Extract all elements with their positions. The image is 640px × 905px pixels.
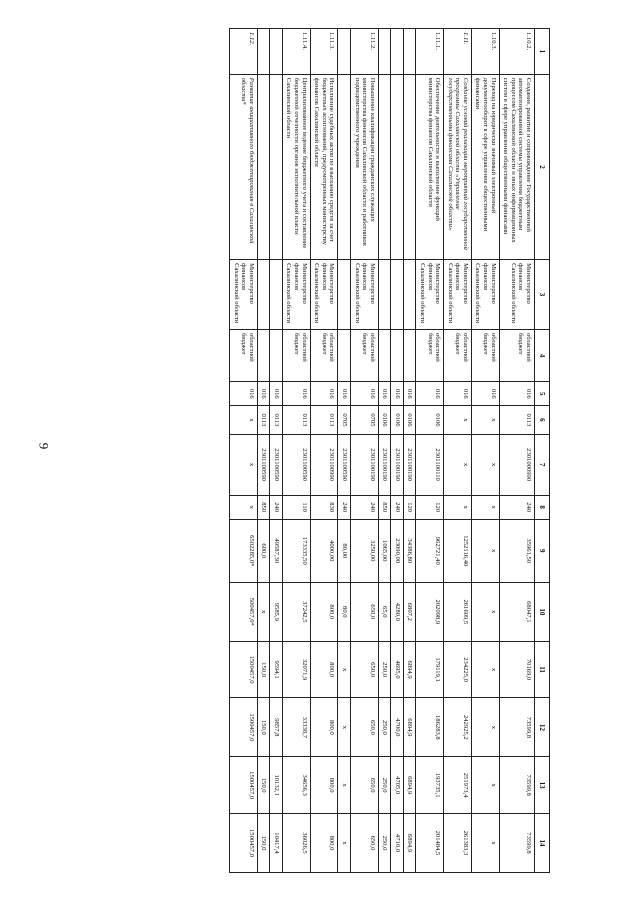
table-cell: 016 [378, 382, 391, 406]
table-cell: 016 [471, 382, 499, 406]
table-cell: Министерство финансов Сахалинской области [471, 260, 499, 330]
table-cell: 1.10.2. [499, 29, 534, 75]
table-cell: x [471, 698, 499, 757]
table-cell: 150,0 [257, 757, 270, 814]
table-cell: 73599,8 [499, 698, 534, 757]
table-cell [270, 29, 283, 75]
table-cell: Министерство финансов Сахалинской области [444, 260, 472, 330]
table-cell: 0113 [310, 406, 338, 434]
table-row [444, 29, 472, 873]
page-number: 9 [36, 442, 52, 450]
table-cell: 4710,0 [391, 814, 404, 873]
table-cell: x [230, 434, 258, 495]
table-cell: 850 [257, 495, 270, 519]
table-row [471, 29, 499, 873]
table-cell: 250,0 [378, 814, 391, 873]
table-cell: 0113 [257, 406, 270, 434]
table-cell: 2301100190 [391, 434, 404, 495]
table-cell: 2301100590 [338, 434, 351, 495]
table-cell: 150,0 [257, 641, 270, 698]
table-cell: 016 [416, 382, 444, 406]
table-cell: 33338,7 [282, 698, 310, 757]
table-row [270, 29, 283, 873]
table-cell: 6894,9 [403, 641, 416, 698]
table-row [282, 29, 310, 873]
table-row [499, 29, 534, 873]
table-cell: 251973,4 [444, 757, 472, 814]
budget-table [229, 28, 550, 873]
table-cell: 016 [230, 382, 258, 406]
table-cell: 193735,1 [416, 757, 444, 814]
table-cell: x [471, 757, 499, 814]
table-row [391, 29, 404, 873]
table-cell: 9857,8 [270, 698, 283, 757]
table-cell: 250,0 [378, 698, 391, 757]
rotated-table-container [80, 28, 550, 873]
table-cell: 240 [499, 495, 534, 519]
table-cell [403, 329, 416, 381]
table-cell: областной бюджет [416, 329, 444, 381]
table-cell: Исполнение судебных актов по взысканию средств за счет бюджетных ассигнований, предусмотренных министерству финансов Сахалинской области [310, 74, 338, 259]
table-cell: 261609,5 [444, 582, 472, 641]
table-cell: 650,0 [350, 582, 378, 641]
table-cell: x [471, 582, 499, 641]
table-cell: 1500457,0 [230, 698, 258, 757]
table-cell: 500457,0* [230, 582, 258, 641]
table-cell: 9594,1 [270, 641, 283, 698]
table-cell: 2301100590 [270, 434, 283, 495]
table-cell: 80,00 [338, 519, 351, 582]
table-cell: областной бюджет [310, 329, 338, 381]
column-header-8: 8 [534, 495, 549, 519]
table-cell: x [444, 434, 472, 495]
table-cell [270, 74, 283, 259]
table-cell: 1065,00 [378, 519, 391, 582]
table-cell: 150,0 [257, 698, 270, 757]
table-cell: Обеспечение деятельности и выполнение функций министерства финансов Сахалинской области [416, 74, 444, 259]
table-cell [391, 260, 404, 330]
table-cell [403, 74, 416, 259]
column-header-3: 3 [534, 260, 549, 330]
table-cell: 240 [270, 495, 283, 519]
table-cell: 2301100590 [282, 434, 310, 495]
table-cell: x [338, 698, 351, 757]
table-cell: x [230, 495, 258, 519]
table-cell: 68047,1 [499, 582, 534, 641]
table-cell: 800,0 [310, 641, 338, 698]
table-cell [270, 260, 283, 330]
table-cell: Министерство финансов Сахалинской области [230, 260, 258, 330]
table-cell: 6807,2 [403, 582, 416, 641]
column-header-10: 10 [534, 582, 549, 641]
table-cell: 0106 [416, 406, 444, 434]
table-cell: 016 [270, 382, 283, 406]
table-cell: 1252116,40 [444, 519, 472, 582]
table-cell: 016 [350, 382, 378, 406]
table-cell: 0705 [350, 406, 378, 434]
table-cell: 240 [338, 495, 351, 519]
table-cell: 016 [338, 382, 351, 406]
column-header-7: 7 [534, 434, 549, 495]
table-cell: 23090,00 [391, 519, 404, 582]
table-cell: 10417,4 [270, 814, 283, 873]
column-header-6: 6 [534, 406, 549, 434]
table-cell: 016 [499, 382, 534, 406]
table-cell [257, 329, 270, 381]
table-cell: 37242,5 [282, 582, 310, 641]
table-row [230, 29, 258, 873]
table-cell: 240 [391, 495, 404, 519]
column-header-12: 12 [534, 698, 549, 757]
table-cell: x [444, 406, 472, 434]
table-cell [391, 74, 404, 259]
table-cell: 2301000990 [499, 434, 534, 495]
column-header-2: 2 [534, 74, 549, 259]
table-cell: Министерство финансов Сахалинской области [416, 260, 444, 330]
table-cell: 6894,9 [403, 757, 416, 814]
table-cell [270, 329, 283, 381]
table-cell: 1.11.4. [282, 29, 310, 75]
table-cell: x [257, 582, 270, 641]
table-cell: 2301100990 [310, 434, 338, 495]
table-cell: 016 [391, 382, 404, 406]
table-cell [338, 329, 351, 381]
table-cell [257, 29, 270, 75]
table-cell: 2301100190 [378, 434, 391, 495]
table-cell: 34386,80 [403, 519, 416, 582]
table-cell: областной бюджет [444, 329, 472, 381]
table-cell: 2301100110 [416, 434, 444, 495]
table-cell: 0106 [403, 406, 416, 434]
table-cell: 0113 [499, 406, 534, 434]
table-cell: областной бюджет [471, 329, 499, 381]
table-cell: x [444, 495, 472, 519]
table-cell: 70169,0 [499, 641, 534, 698]
table-row [403, 29, 416, 873]
table-cell: 6894,9 [403, 814, 416, 873]
table-cell: 830 [310, 495, 338, 519]
column-header-13: 13 [534, 757, 549, 814]
table-cell: 0705 [338, 406, 351, 434]
table-cell: 242925,2 [444, 698, 472, 757]
table-cell: 016 [282, 382, 310, 406]
table-cell [378, 329, 391, 381]
table-cell: 73599,8 [499, 814, 534, 873]
column-header-9: 9 [534, 519, 549, 582]
table-cell: 0113 [282, 406, 310, 434]
table-cell: 2301100190 [403, 434, 416, 495]
table-cell: 1.12. [230, 29, 258, 75]
table-cell: 201484,5 [416, 814, 444, 873]
table-cell: 240 [350, 495, 378, 519]
column-header-11: 11 [534, 641, 549, 698]
table-cell: 179119,1 [416, 641, 444, 698]
table-cell: 10132,1 [270, 757, 283, 814]
table-cell: Централизованное ведение бюджетного учета и составление бюджетной отчетности органов исполнительной власти Сахалинской области [282, 74, 310, 259]
table-cell: 35961,50 [499, 519, 534, 582]
table-cell: 800,0 [310, 582, 338, 641]
table-cell: 1.11.2. [350, 29, 378, 75]
table-cell: 1500457,0 [230, 814, 258, 873]
table-cell: x [338, 641, 351, 698]
table-cell: 34656,3 [282, 757, 310, 814]
table-cell: 73599,8 [499, 757, 534, 814]
column-header-4: 4 [534, 329, 549, 381]
table-cell: 6894,9 [403, 698, 416, 757]
table-cell: 4280,0 [391, 582, 404, 641]
table-cell: Создание, развитие и сопровождение Государственной автоматизированной системы управления бюджетным процессом Сахалинской области и иных информационных систем в сфере управления общественными финансами [499, 74, 534, 259]
table-cell: 173335,50 [282, 519, 310, 582]
table-cell: 600,0 [257, 519, 270, 582]
table-cell: Министерство финансов Сахалинской области [499, 260, 534, 330]
table-cell: 65,0 [378, 582, 391, 641]
table-cell: 016 [403, 382, 416, 406]
table-cell [338, 74, 351, 259]
column-header-5: 5 [534, 382, 549, 406]
table-cell: 6502285,0* [230, 519, 258, 582]
table-cell: x [230, 406, 258, 434]
table-cell: 9585,9 [270, 582, 283, 641]
table-cell: 120 [403, 495, 416, 519]
table-cell: Министерство финансов Сахалинской области [282, 260, 310, 330]
table-cell: x [471, 406, 499, 434]
column-header-1: 1 [534, 29, 549, 75]
table-cell: 3250,00 [350, 519, 378, 582]
table-cell: Переход на юридически значимый электронный документооборот в сфере управления общественными финансами [471, 74, 499, 259]
table-cell: 261383,3 [444, 814, 472, 873]
table-cell: 1500457,0 [230, 757, 258, 814]
table-cell [378, 29, 391, 75]
table-cell: 1.10.3. [471, 29, 499, 75]
table-cell: 650,0 [350, 641, 378, 698]
column-header-14: 14 [534, 814, 549, 873]
table-cell [378, 74, 391, 259]
table-cell: 016 [257, 382, 270, 406]
table-cell: областной бюджет [282, 329, 310, 381]
table-cell: 4700,0 [391, 698, 404, 757]
table-cell: Создание условий реализации мероприятий государственной программы Сахалинской области «Управление государственными финансами Сахалинской области» [444, 74, 472, 259]
table-cell: 4000,00 [310, 519, 338, 582]
table-cell: Развитие инициативного бюджетирования в Сахалинской области* [230, 74, 258, 259]
table-cell: 0113 [270, 406, 283, 434]
table-row [416, 29, 444, 873]
table-cell: Повышение квалификации гражданских служащих министерства финансов Сахалинской области и работников подведомственного учреждения [350, 74, 378, 259]
table-cell: областной бюджет [230, 329, 258, 381]
table-cell: 016 [444, 382, 472, 406]
table-cell: 49587,30 [270, 519, 283, 582]
table-cell [338, 29, 351, 75]
table-cell: 1.11.1. [416, 29, 444, 75]
table-cell: 32071,9 [282, 641, 310, 698]
table-cell: 186283,8 [416, 698, 444, 757]
table-cell [391, 329, 404, 381]
table-row [257, 29, 270, 873]
table-cell: x [338, 757, 351, 814]
table-cell: 250,0 [378, 757, 391, 814]
table-cell: 850 [378, 495, 391, 519]
table-cell [403, 29, 416, 75]
table-cell: 650,0 [350, 814, 378, 873]
table-cell: 202098,9 [416, 582, 444, 641]
table-cell: 234225,0 [444, 641, 472, 698]
table-cell: 800,0 [310, 814, 338, 873]
table-row [338, 29, 351, 873]
table-cell: x [471, 495, 499, 519]
table-cell: 110 [282, 495, 310, 519]
table-cell: 36026,5 [282, 814, 310, 873]
table-cell: 2301100190 [350, 434, 378, 495]
table-cell: 0106 [378, 406, 391, 434]
table-cell [257, 260, 270, 330]
table-row [350, 29, 378, 873]
table-cell: 016 [310, 382, 338, 406]
table-cell: Министерство финансов Сахалинской области [310, 260, 338, 330]
table-cell [257, 74, 270, 259]
table-row [310, 29, 338, 873]
table-cell: 2301100590 [257, 434, 270, 495]
table-row [378, 29, 391, 873]
table-cell: областной бюджет [499, 329, 534, 381]
table-cell [378, 260, 391, 330]
table-cell: x [471, 814, 499, 873]
header-row [534, 29, 549, 873]
table-cell: x [471, 641, 499, 698]
table-cell: x [471, 434, 499, 495]
table-cell: x [471, 519, 499, 582]
table-cell [391, 29, 404, 75]
table-cell: 1.11. [444, 29, 472, 75]
table-cell: 80,0 [338, 582, 351, 641]
table-cell: 650,0 [350, 698, 378, 757]
table-cell: областной бюджет [350, 329, 378, 381]
table-cell: 962721,40 [416, 519, 444, 582]
table-cell: 4705,0 [391, 757, 404, 814]
table-cell: 1.11.3. [310, 29, 338, 75]
table-cell: 120 [416, 495, 444, 519]
table-cell: 800,0 [310, 698, 338, 757]
table-cell: 650,0 [350, 757, 378, 814]
table-cell: 250,0 [378, 641, 391, 698]
table-cell: 1500457,0 [230, 641, 258, 698]
table-cell: 800,0 [310, 757, 338, 814]
table-cell: Министерство финансов Сахалинской области [350, 260, 378, 330]
table-cell: x [338, 814, 351, 873]
table-cell: 0106 [391, 406, 404, 434]
table-cell [338, 260, 351, 330]
table-cell [403, 260, 416, 330]
table-cell: 150,0 [257, 814, 270, 873]
table-cell: 4695,0 [391, 641, 404, 698]
